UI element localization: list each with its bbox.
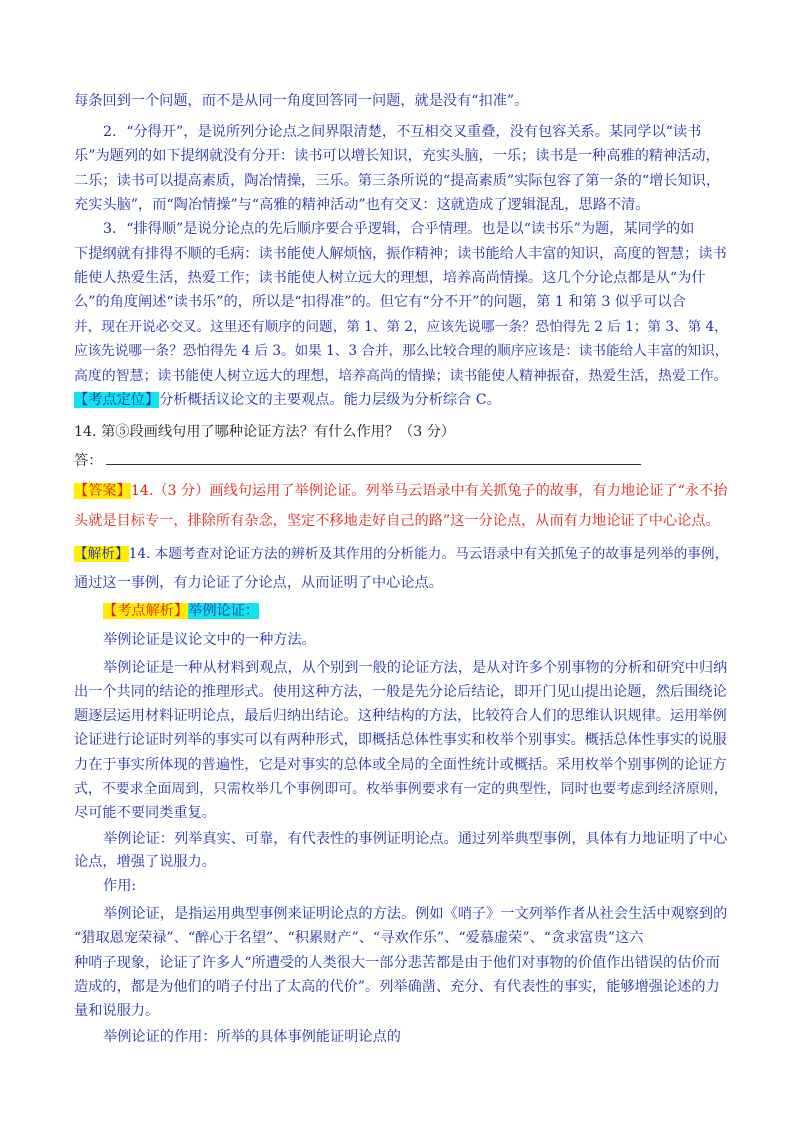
paragraph-line: 能使人热爱生活，热爱工作；读书能使人树立远大的理想，培养高尚情操。这几个分论点都是从“为什 bbox=[74, 270, 706, 286]
paragraph-line: 举例论证，是指运用典型事例来证明论点的方法。例如《哨子》一文列举作者从社会生活中观察到的 bbox=[103, 906, 728, 922]
paragraph-line: 举例论证是一种从材料到观点，从个别到一般的论证方法，是从对许多个别事物的分析和研究中归纳 bbox=[103, 660, 728, 676]
analysis-line: 【解析】14. 本题考查对论证方法的辨析及其作用的分析能力。马云语录中有关抓兔子的故事是列举的事例， bbox=[74, 546, 729, 562]
paragraph-line: 并，现在开说必交叉。这里还有顺序的问题，第 1、第 2，应该先说哪一条？恐怕得先 2 后 1；第 3、第 4， bbox=[74, 319, 728, 335]
paragraph-line: 尽可能不要同类重复。 bbox=[74, 805, 216, 821]
answer-blank-line bbox=[106, 450, 641, 465]
answer-prompt: 答： bbox=[74, 453, 103, 469]
paragraph-line: 二乐；读书可以提高素质，陶冶情操，三乐。第三条所说的“提高素质”实际包容了第一条的“增长知识， bbox=[74, 173, 721, 189]
paragraph-line: 量和说服力。 bbox=[74, 1003, 160, 1019]
kaodian-jiexi-heading bbox=[103, 601, 259, 621]
paragraph-line: 题逐层运用材料证明论点，最后归纳出结论。这种结构的方法，比较符合人们的思维认识规律。运用举例 bbox=[74, 708, 727, 724]
paragraph-line: 高度的智慧；读书能使人树立远大的理想，培养高尚的情操；读书能使人精神振奋，热爱生活，热爱工作。 bbox=[74, 368, 728, 384]
paragraph-line: 造成的，都是为他们的哨子付出了太高的代价”。列举确凿、充分、有代表性的事实，能够增强论述的力 bbox=[74, 979, 720, 995]
paragraph-line: 2．“分得开”，是说所列分论点之间界限清楚，不互相交叉重叠，没有包容关系。某同学以“读书 bbox=[103, 124, 702, 140]
answer-tag: 【答案】 bbox=[74, 483, 131, 499]
paragraph-line: 举例论证是议论文中的一种方法。 bbox=[103, 632, 316, 648]
answer-field-row bbox=[74, 450, 641, 471]
paragraph-line: 乐”为题列的如下提纲就没有分开：读书可以增长知识，充实头脑，一乐；读书是一种高雅的精神活动， bbox=[74, 148, 720, 164]
kaodian-jiexi-tag: 【考点解析】 bbox=[103, 603, 189, 619]
analysis-tag: 【解析】 bbox=[74, 546, 129, 562]
paragraph-line: 充实头脑”，而“陶冶情操”与“高雅的精神活动”也有交叉：这就造成了逻辑混乱，思路不清。 bbox=[74, 197, 650, 213]
answer-line: 头就是目标专一，排除所有杂念，坚定不移地走好自己的路”这一分论点，从而有力地论证了中心论点。 bbox=[74, 513, 720, 529]
paragraph-line: 论证进行论证时列举的事实可以有两种形式，即概括总体性事实和枚举个别事实。概括总体性事实的说服 bbox=[74, 732, 727, 748]
analysis-line: 通过这一事例，有力论证了分论点，从而证明了中心论点。 bbox=[74, 575, 443, 591]
paragraph-line: 力在于事实所体现的普遍性，它是对事实的总体或全局的全面性统计或概括。采用枚举个别事例的论证方 bbox=[74, 757, 727, 773]
paragraph-line: 举例论证的作用：所举的具体事例能证明论点的 bbox=[103, 1029, 401, 1045]
paragraph-line: 应该先说哪一条？恐怕得先 4 后 3。如果 1、3 合并，那么比较合理的顺序应该是：读书能给人丰富的知识， bbox=[74, 343, 729, 359]
paragraph-line: 种哨子现象，论证了许多人“所遭受的人类很大一部分悲苦都是由于他们对事物的价值作出错误的估价而 bbox=[74, 955, 720, 971]
kaodian-tag: 【考点定位】 bbox=[74, 392, 160, 408]
answer-line: 【答案】14.（3 分）画线句运用了举例论证。列举马云语录中有关抓兔子的故事，有力地论证了“永不抬 bbox=[74, 483, 728, 499]
paragraph-line: 下提纲就有排得不顺的毛病：读书能使人解烦恼，振作精神；读书能给人丰富的知识，高度的智慧；读书 bbox=[74, 246, 727, 262]
kaodian-jiexi-title: 举例论证： bbox=[188, 603, 260, 619]
paragraph-line: 作用: bbox=[103, 878, 137, 894]
kaodian-text: 分析概括议论文的主要观点。能力层级为分析综合 C。 bbox=[159, 392, 501, 408]
kaodian-line bbox=[74, 390, 501, 410]
question-text: 14. 第⑤段画线句用了哪种论证方法？有什么作用？（3 分） bbox=[74, 424, 456, 440]
paragraph-line: 举例论证：列举真实、可靠，有代表性的事例证明论点。通过列举典型事例，具体有力地证明了中心 bbox=[103, 831, 728, 847]
paragraph-line: “猎取恩宠荣禄”、“醉心于名望”、“积累财产”、“寻欢作乐”、“爱慕虚荣”、“贪求富贵”这六 bbox=[74, 930, 644, 946]
paragraph-line: 每条回到一个问题，而不是从同一角度回答同一问题，就是没有“扣准”。 bbox=[74, 93, 529, 109]
paragraph-line: 式，不要求全面周到，只需枚举几个事例即可。枚举事例要求有一定的典型性，同时也要考虑到经济原则， bbox=[74, 781, 728, 797]
paragraph-line: 出一个共同的结论的推理形式。使用这种方法，一般是先分论后结论，即开门见山提出论题，然后围绕论 bbox=[74, 684, 727, 700]
paragraph-line: 论点，增强了说服力。 bbox=[74, 854, 216, 870]
paragraph-line: 3．“排得顺”是说分论点的先后顺序要合乎逻辑，合乎情理。也是以“读书乐”为题，某同学的如 bbox=[103, 221, 695, 237]
paragraph-line: 么”的角度阐述“读书乐”的，所以是“扣得准”的。但它有“分不开”的问题，第 1 和第 3 似乎可以合 bbox=[74, 294, 686, 310]
